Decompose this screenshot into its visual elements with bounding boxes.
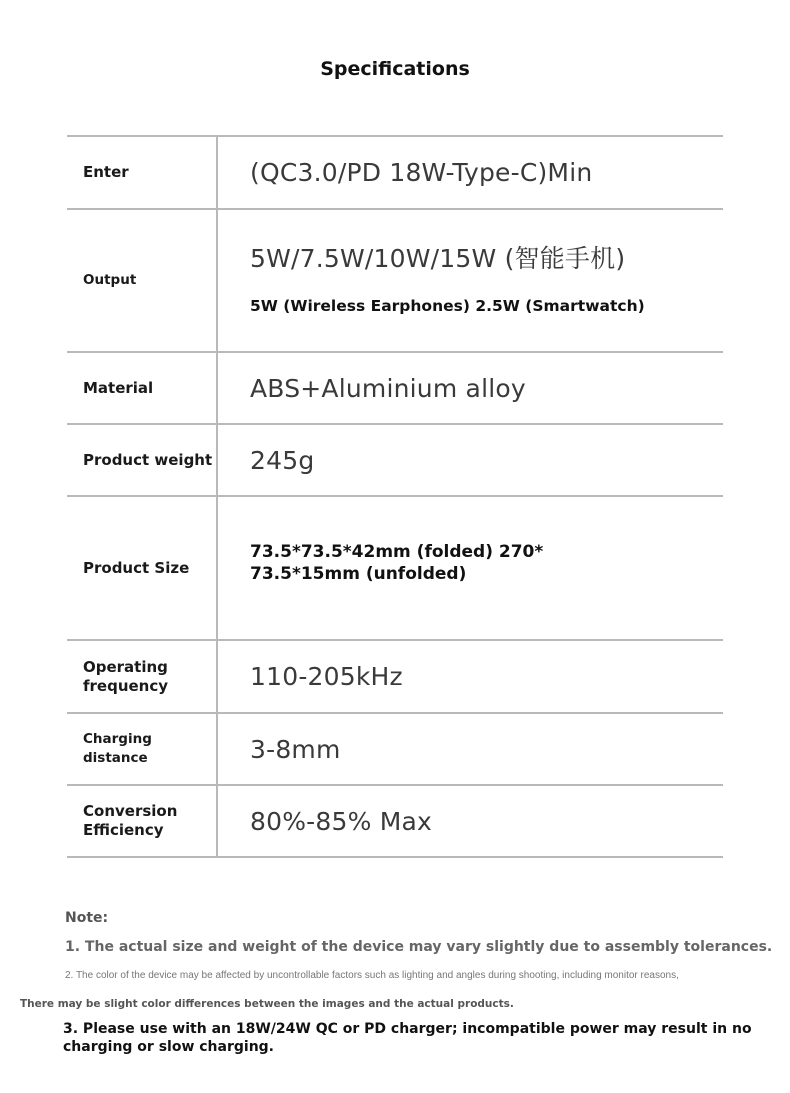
spec-row-operating-frequency xyxy=(67,639,723,712)
spec-row-product-weight xyxy=(67,423,723,495)
spec-value-cell xyxy=(218,137,723,208)
spec-row-output xyxy=(67,208,723,351)
spec-value: 245g xyxy=(250,445,315,475)
spec-label-line: frequency xyxy=(83,676,169,695)
spec-row-product-size xyxy=(67,495,723,639)
spec-label: Output xyxy=(67,210,218,351)
spec-value: 110-205kHz xyxy=(250,662,403,691)
spec-value-line: 73.5*73.5*42mm (folded) 270* xyxy=(250,542,544,562)
spec-value: (QC3.0/PD 18W-Type-C)Min xyxy=(250,158,593,187)
spec-value-secondary: 5W (Wireless Earphones) 2.5W (Smartwatch) xyxy=(250,296,645,315)
spec-row-material xyxy=(67,351,723,423)
spec-label-line: Efficiency xyxy=(83,821,164,839)
spec-label: Product weight xyxy=(67,425,218,495)
spec-value: 80%-85% Max xyxy=(250,806,432,836)
spec-label: Product Size xyxy=(67,497,218,639)
specifications-table xyxy=(67,135,723,858)
spec-value: 3-8mm xyxy=(250,734,341,764)
spec-label: Material xyxy=(67,353,218,423)
spec-label: Enter xyxy=(67,137,218,208)
spec-label-line: Operating xyxy=(83,657,168,676)
spec-label-line: Conversion xyxy=(83,802,178,820)
spec-label xyxy=(67,641,218,712)
spec-value-cell xyxy=(218,210,723,351)
spec-value-cell xyxy=(218,714,723,784)
spec-value-cell xyxy=(218,353,723,423)
spec-row-conversion-efficiency xyxy=(67,784,723,858)
note-item-1: 1. The actual size and weight of the device may vary slightly due to assembly tolerances. xyxy=(65,939,773,955)
spec-label xyxy=(67,786,218,856)
page-title: Specifications xyxy=(320,58,470,80)
spec-row-charging-distance xyxy=(67,712,723,784)
spec-value-line: 73.5*15mm (unfolded) xyxy=(250,564,467,584)
note-item-2: 2. The color of the device may be affected by uncontrollable factors such as lighting and angles during shooting, including monitor reasons, xyxy=(65,970,679,981)
spec-value-cell xyxy=(218,425,723,495)
notes-heading: Note: xyxy=(65,910,109,926)
spec-value-cell xyxy=(218,786,723,856)
spec-value-cell xyxy=(218,497,723,639)
note-item-2-continued: There may be slight color differences between the images and the actual products. xyxy=(20,998,514,1010)
spec-value-cell xyxy=(218,641,723,712)
spec-value: ABS+Aluminium alloy xyxy=(250,373,526,403)
note-item-3: 3. Please use with an 18W/24W QC or PD charger; incompatible power may result in no charging or slow charging. xyxy=(63,1021,752,1055)
spec-row-enter xyxy=(67,135,723,208)
spec-value: 5W/7.5W/10W/15W (智能手机) xyxy=(250,243,626,273)
spec-label: Charging distance xyxy=(67,714,218,784)
